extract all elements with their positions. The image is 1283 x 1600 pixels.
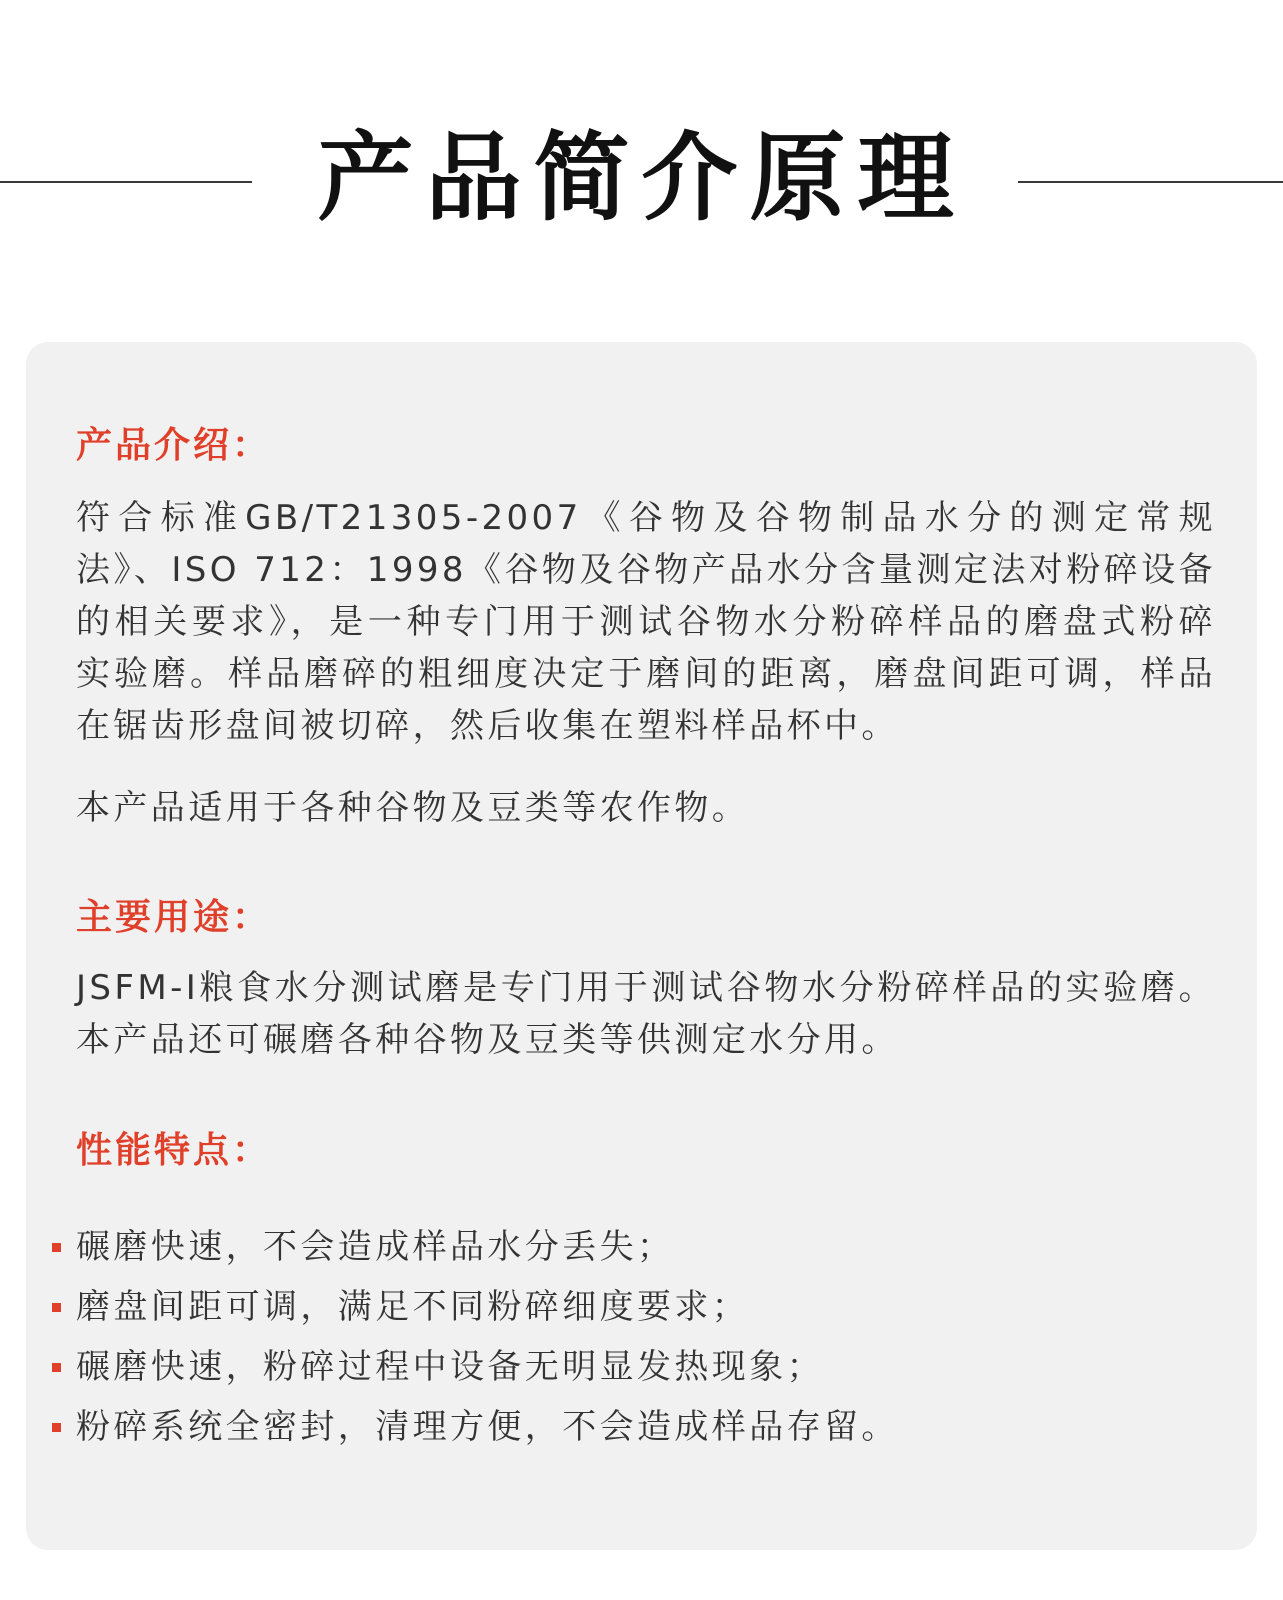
feature-text: 碾磨快速，不会造成样品水分丢失； — [76, 1227, 675, 1267]
features-heading: 性能特点： — [76, 1130, 272, 1171]
main-usage-heading: 主要用途： — [76, 897, 272, 938]
list-item — [50, 1397, 899, 1457]
content-card — [26, 342, 1257, 1550]
list-item — [50, 1217, 899, 1277]
features-list — [50, 1217, 899, 1457]
main-usage-paragraph: JSFM-I粮食水分测试磨是专门用于测试谷物水分粉碎样品的实验磨。本产品还可碾磨各种谷物及豆类等供测定水分用。 — [76, 968, 1216, 1060]
bullet-icon — [52, 1363, 61, 1372]
list-item — [50, 1337, 899, 1397]
product-applicability-paragraph: 本产品适用于各种谷物及豆类等农作物。 — [76, 788, 750, 828]
title-divider-left — [0, 181, 252, 183]
feature-text: 碾磨快速，粉碎过程中设备无明显发热现象； — [76, 1347, 824, 1387]
page-title: 产品简介原理 — [317, 122, 966, 234]
feature-text: 磨盘间距可调，满足不同粉碎细度要求； — [76, 1287, 750, 1327]
bullet-icon — [52, 1303, 61, 1312]
title-row — [0, 118, 1283, 238]
list-item — [50, 1277, 899, 1337]
title-divider-right — [1018, 181, 1283, 183]
bullet-icon — [52, 1423, 61, 1432]
bullet-icon — [52, 1243, 61, 1252]
product-intro-heading: 产品介绍： — [76, 425, 272, 466]
product-intro-paragraph: 符合标准GB/T21305-2007《谷物及谷物制品水分的测定常规法》、ISO 712：1998《谷物及谷物产品水分含量测定法对粉碎设备的相关要求》，是一种专门用于测试谷物水分粉碎样品的磨盘式粉碎实验磨。样品磨碎的粗细度决定于磨间的距离，磨盘间距可调，样品在锯齿形盘间被切碎，然后收集在塑料样品杯中。 — [76, 498, 1216, 746]
feature-text: 粉碎系统全密封，清理方便，不会造成样品存留。 — [76, 1407, 899, 1447]
